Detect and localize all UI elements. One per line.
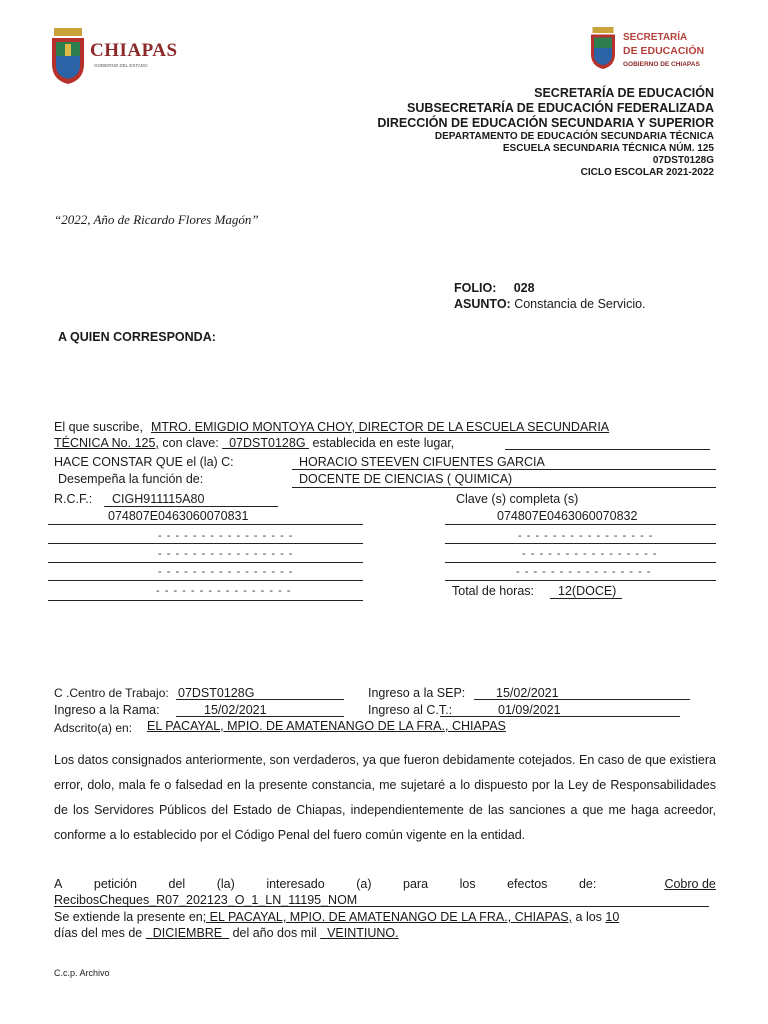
row-line-2-right: [445, 562, 716, 563]
total-horas-line: [550, 598, 622, 599]
asunto: [454, 297, 646, 311]
ingreso-ct-line: [440, 716, 680, 717]
chiapas-logo: [48, 26, 178, 88]
logo-line-3: GOBIERNO DE CHIAPAS: [623, 61, 700, 68]
ingreso-sep-value: 15/02/2021: [496, 686, 559, 700]
header-departamento: DEPARTAMENTO DE EDUCACIÓN SECUNDARIA TÉCNICA: [434, 131, 714, 142]
header-secretaria: SECRETARÍA DE EDUCACIÓN: [534, 86, 714, 100]
row-line-1-left: [48, 543, 363, 544]
dash-left-4: - - - - - - - - - - - - - - - -: [156, 585, 292, 597]
ingreso-ct-value: 01/09/2021: [498, 703, 561, 717]
total-horas-value: 12(DOCE): [558, 584, 617, 598]
dash-right-2: - - - - - - - - - - - - - - - -: [522, 548, 658, 560]
blank-line: [505, 449, 710, 450]
funcion-line: [292, 487, 716, 488]
rfc-value: CIGH911115A80: [112, 492, 205, 506]
establecida-text: establecida en este lugar,: [312, 436, 455, 450]
school-clave: 07DST0128G: [229, 436, 306, 450]
peticion-word: efectos: [507, 877, 548, 891]
chiapas-coat-of-arms-icon: [588, 24, 618, 72]
secretaria-educacion-logo: [588, 22, 718, 76]
peticion-word: para: [403, 877, 429, 891]
logo-line-2: DE EDUCACIÓN: [623, 45, 705, 57]
chiapas-coat-of-arms-icon: [48, 26, 88, 86]
folio: [454, 281, 535, 295]
dash-left-2: - - - - - - - - - - - - - - - -: [158, 548, 294, 560]
peticion-word: de:: [578, 877, 597, 891]
intro-text: El que suscribe,: [54, 420, 143, 434]
ingreso-sep-line: [474, 699, 690, 700]
extiende-mes: DICIEMBRE: [152, 926, 223, 940]
folio-value: 028: [513, 281, 535, 295]
salutation: A QUIEN CORRESPONDA:: [58, 330, 216, 344]
year-motto: “2022, Año de Ricardo Flores Magón”: [54, 212, 259, 227]
con-clave-label: con clave:: [162, 436, 219, 450]
peticion-word: los: [459, 877, 476, 891]
extiende-line-2: días del mes de DICIEMBRE del año dos mil VEINTIUNO.: [54, 926, 399, 940]
recibos-line: [54, 906, 709, 907]
ccp-archivo: C.c.p. Archivo: [54, 968, 110, 978]
clave-left: 074807E0463060070831: [108, 509, 249, 523]
peticion-word: A: [54, 877, 63, 891]
row-line-3-right: [445, 580, 716, 581]
asunto-value: Constancia de Servicio.: [514, 297, 646, 311]
header-direccion: DIRECCIÓN DE EDUCACIÓN SECUNDARIA Y SUPERIOR: [377, 116, 714, 130]
peticion-word: interesado: [266, 877, 325, 891]
ingreso-rama-label: Ingreso a la Rama:: [54, 703, 160, 717]
row-line-3-left: [48, 580, 363, 581]
centro-trabajo-value: 07DST0128G: [178, 686, 255, 700]
asunto-label: ASUNTO:: [454, 297, 511, 311]
clave-right-line: [445, 524, 716, 525]
hace-constar-label: HACE CONSTAR QUE el (la) C:: [54, 455, 234, 469]
rfc-label: R.C.F.:: [54, 492, 93, 506]
logo-line-1: SECRETARÍA: [623, 32, 688, 43]
extiende-lugar: ; EL PACAYAL, MPIO. DE AMATENANGO DE LA FRA., CHIAPAS,: [202, 910, 573, 924]
row-line-4-left: [48, 600, 363, 601]
signer-name: MTRO. EMIGDIO MONTOYA CHOY, DIRECTOR DE LA ESCUELA SECUNDARIA: [150, 420, 610, 434]
ingreso-ct-label: Ingreso al C.T.:: [368, 703, 453, 717]
extiende-line-1: Se extiende la presente en; EL PACAYAL, MPIO. DE AMATENANGO DE LA FRA., CHIAPAS, a los 10: [54, 910, 620, 924]
chiapas-logo-subtext: GOBIERNO DEL ESTADO: [94, 63, 148, 68]
dash-right-3: - - - - - - - - - - - - - - - -: [516, 566, 652, 578]
adscrito-label: Adscrito(a) en:: [54, 721, 133, 735]
header-clave: 07DST0128G: [652, 155, 714, 166]
ingreso-rama-value: 15/02/2021: [204, 703, 267, 717]
peticion-cobro: Cobro de: [664, 877, 716, 891]
signer-school: TÉCNICA No. 125,: [54, 436, 159, 450]
employee-name-line: [292, 469, 716, 470]
centro-trabajo-label: C .Centro de Trabajo:: [54, 686, 169, 700]
header-escuela: ESCUELA SECUNDARIA TÉCNICA NÚM. 125: [502, 143, 714, 154]
folio-label: FOLIO:: [454, 281, 497, 295]
chiapas-logo-text: CHIAPAS: [90, 40, 178, 61]
body-line-1: [54, 420, 716, 434]
extiende-anio: VEINTIUNO.: [327, 926, 399, 940]
header-subsecretaria: SUBSECRETARÍA DE EDUCACIÓN FEDERALIZADA: [407, 101, 714, 115]
extiende-dia: 10: [605, 910, 620, 924]
ingreso-sep-label: Ingreso a la SEP:: [368, 686, 466, 700]
header-ciclo: CICLO ESCOLAR 2021-2022: [580, 167, 714, 178]
row-line-2-left: [48, 562, 363, 563]
peticion-line: [54, 877, 716, 891]
rfc-line: [104, 506, 278, 507]
dash-left-1: - - - - - - - - - - - - - - - -: [158, 530, 294, 542]
funcion-label: Desempeña la función de:: [58, 472, 204, 486]
peticion-word: del: [168, 877, 186, 891]
employee-name: HORACIO STEEVEN CIFUENTES GARCIA: [299, 455, 545, 469]
dash-left-3: - - - - - - - - - - - - - - - -: [158, 566, 294, 578]
adscrito-value: EL PACAYAL, MPIO. DE AMATENANGO DE LA FRA., CHIAPAS: [147, 719, 506, 733]
peticion-word: (la): [216, 877, 235, 891]
peticion-word: petición: [93, 877, 137, 891]
row-line-1-right: [445, 543, 716, 544]
recibos-value: RecibosCheques_R07_202123_O_1_LN_11195_NOM: [54, 893, 358, 907]
total-horas-label: Total de horas:: [452, 584, 534, 598]
funcion-value: DOCENTE DE CIENCIAS ( QUIMICA): [299, 472, 513, 486]
clave-right: 074807E0463060070832: [497, 509, 638, 523]
centro-trabajo-line: [176, 699, 344, 700]
ingreso-rama-line: [176, 716, 344, 717]
declaration-paragraph: Los datos consignados anteriormente, son verdaderos, ya que fueron debidamente cotejados. En caso de que existiera error, dolo, mala fe o falsedad en la presente constancia, me sujetaré a lo dispuesto por la Ley de Responsabilidades de los Servidores Públicos del Estado de Chiapas, independientemente de las sanciones a que me haga acreedor, conforme a lo establecido por el Código Penal del fuero común vigente en la entidad.: [54, 753, 716, 842]
dash-right-1: - - - - - - - - - - - - - - - -: [518, 530, 654, 542]
peticion-word: (a): [356, 877, 372, 891]
clave-completa-label: Clave (s) completa (s): [456, 492, 579, 506]
clave-left-line: [48, 524, 363, 525]
body-line-2: [54, 436, 454, 450]
